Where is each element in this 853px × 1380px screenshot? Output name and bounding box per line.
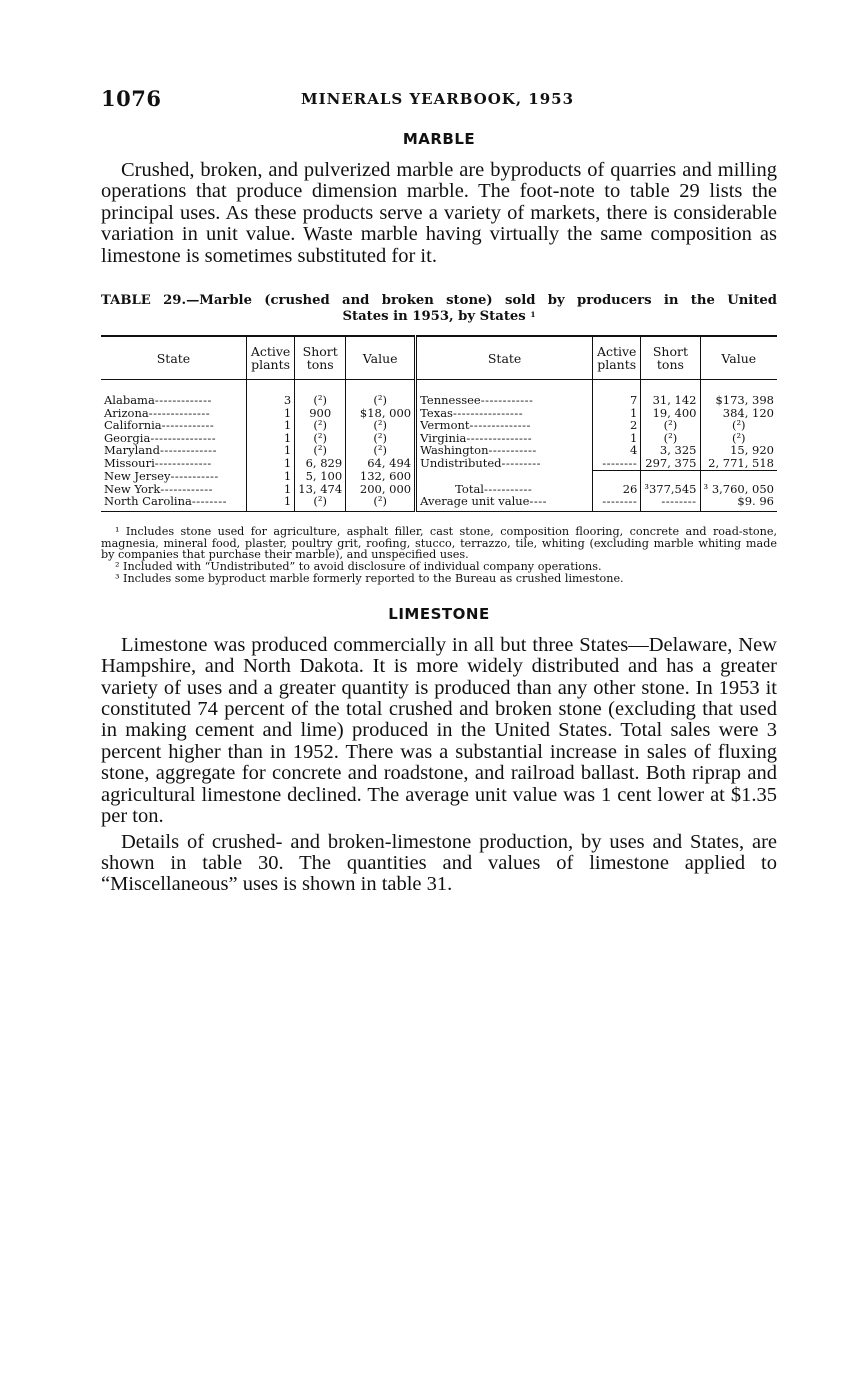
header-short-tons-right: Short tons	[641, 336, 700, 380]
header-value-right: Value	[700, 336, 777, 380]
total-value-cell: ³ 3,760, 050	[700, 483, 777, 496]
value-cell: 2, 771, 518	[700, 457, 777, 470]
table-footnotes	[101, 526, 777, 585]
plants-cell: --------	[593, 457, 641, 470]
state-cell: California------------	[104, 418, 215, 433]
state-cell: New York------------	[104, 481, 213, 496]
plants-cell: 1	[246, 407, 294, 420]
total-label-cell: Total-----------	[416, 483, 593, 496]
value-cell: (²)	[346, 444, 416, 457]
table-caption-footnote-ref: 1	[530, 310, 536, 320]
header-active-plants-right: Active plants	[593, 336, 641, 380]
plants-cell: 1	[246, 432, 294, 445]
plants-cell: 1	[246, 457, 294, 470]
tons-cell: (²)	[641, 419, 700, 432]
page	[101, 86, 777, 896]
state-cell: Alabama-------------	[104, 393, 212, 408]
marble-table	[101, 335, 777, 512]
running-head	[101, 86, 777, 112]
running-title: MINERALS YEARBOOK, 1953	[301, 90, 575, 108]
value-cell: (²)	[346, 419, 416, 432]
tons-cell: (²)	[295, 432, 346, 445]
header-state-left: State	[101, 336, 246, 380]
state-cell: Tennessee------------	[416, 380, 593, 407]
state-cell: Undistributed---------	[416, 457, 593, 470]
plants-cell: 2	[593, 419, 641, 432]
plants-cell: 1	[593, 407, 641, 420]
value-cell: (²)	[700, 432, 777, 445]
value-cell: 384, 120	[700, 407, 777, 420]
state-cell: Texas----------------	[416, 407, 593, 420]
state-cell: North Carolina--------	[101, 495, 246, 511]
table-row	[101, 380, 777, 407]
value-cell: 15, 920	[700, 444, 777, 457]
header-state-right: State	[416, 336, 593, 380]
value-cell: (²)	[346, 432, 416, 445]
total-plants-cell: 26	[593, 483, 641, 496]
header-active-plants-left: Active plants	[246, 336, 294, 380]
plants-cell: 1	[246, 495, 294, 511]
limestone-paragraph-2: Details of crushed- and broken-limestone production, by uses and States, are shown in table 30. The quantities and values of limestone applied to “Miscellaneous” uses is shown in table 31.	[101, 830, 777, 896]
state-cell: Washington-----------	[416, 444, 593, 457]
footnote-2: ² Included with “Undistributed” to avoid disclosure of individual company operations.	[115, 560, 602, 574]
plants-cell: 1	[246, 483, 294, 496]
tons-cell: (²)	[295, 444, 346, 457]
tons-cell: 6, 829	[295, 457, 346, 470]
tons-cell: 297, 375	[641, 457, 700, 470]
state-cell: Missouri-------------	[104, 456, 212, 470]
value-cell: 132, 600	[346, 470, 416, 483]
table-row: North Carolina-------- 1 (²) (²) Average unit value---- -------- -------- $9. 96	[101, 495, 777, 511]
limestone-heading: LIMESTONE	[388, 604, 490, 623]
plants-cell: 1	[593, 432, 641, 445]
table-caption	[101, 293, 777, 325]
table-caption-line1: TABLE 29.—Marble (crushed and broken stone) sold by producers in the United	[101, 293, 777, 309]
footnote-3: ³ Includes some byproduct marble formerly reported to the Bureau as crushed limestone.	[115, 572, 624, 586]
tons-cell: 31, 142	[641, 380, 700, 407]
value-cell: $18, 000	[346, 407, 416, 420]
table-caption-line2: States in 1953, by States	[342, 309, 526, 325]
plants-cell: 3	[246, 380, 294, 407]
state-cell: Arizona--------------	[104, 405, 211, 420]
footnote-1: ¹ Includes stone used for agriculture, asphalt filler, cast stone, composition flooring, concrete and road-stone, magnesia, mineral food, plaster, poultry grit, roofing, stucco, terrazzo, tile, whiting (excluding marble whiting made by companies that purchase their marble), and unspecified uses.	[101, 524, 777, 562]
tons-cell: 3, 325	[641, 444, 700, 457]
marble-paragraph: Crushed, broken, and pulverized marble are byproducts of quarries and milling operations that produce dimension marble. The foot-note to table 29 lists the principal uses. As these products serve a variety of markets, there is considerable variation in unit value. Waste marble having virtually the same composition as limestone is sometimes substituted for it.	[101, 159, 777, 267]
header-value-left: Value	[346, 336, 416, 380]
state-cell: New Jersey-----------	[104, 469, 219, 484]
value-cell: 200, 000	[346, 483, 416, 496]
plants-cell: 1	[246, 419, 294, 432]
value-cell: $173, 398	[700, 380, 777, 407]
average-value-cell: $9. 96	[700, 495, 777, 511]
tons-cell: (²)	[295, 495, 346, 511]
plants-cell: 4	[593, 444, 641, 457]
value-cell: (²)	[700, 419, 777, 432]
tons-cell: 900	[295, 407, 346, 420]
limestone-paragraph-1: Limestone was produced commercially in all but three States—Delaware, New Hampshire, and North Dakota. It is more widely distributed and has a greater variety of uses and a greater quantity is produced than any other stone. In 1953 it constituted 74 percent of the total crushed and broken stone (excluding that used in making cement and lime) produced in the United States. Total sales were 3 percent higher than in 1952. There was a substantial increase in sales of fluxing stone, aggregate for concrete and roadstone, and railroad ballast. Both riprap and agricultural limestone declined. The average unit value was 1 cent lower at $1.35 per ton.	[101, 633, 777, 828]
average-label-cell: Average unit value----	[416, 495, 593, 511]
tons-cell: 5, 100	[295, 470, 346, 483]
tons-cell: 13, 474	[295, 483, 346, 496]
plants-cell: 1	[246, 444, 294, 457]
marble-heading: MARBLE	[402, 130, 476, 148]
plants-cell: 1	[246, 470, 294, 483]
state-cell: Georgia---------------	[104, 430, 217, 445]
header-short-tons-left: Short tons	[295, 336, 346, 380]
total-tons-cell: ³377,545	[641, 483, 700, 496]
state-cell: Vermont--------------	[416, 419, 593, 432]
state-cell: Maryland-------------	[104, 443, 217, 458]
tons-cell: (²)	[295, 380, 346, 407]
tons-cell: (²)	[295, 419, 346, 432]
state-cell: Virginia---------------	[416, 432, 593, 445]
value-cell: (²)	[346, 380, 416, 407]
plants-cell: 7	[593, 380, 641, 407]
tons-cell: 19, 400	[641, 407, 700, 420]
tons-cell: (²)	[641, 432, 700, 445]
page-number: 1076	[101, 86, 162, 111]
value-cell: 64, 494	[346, 457, 416, 470]
table-header-row	[101, 336, 777, 380]
value-cell: (²)	[346, 495, 416, 511]
